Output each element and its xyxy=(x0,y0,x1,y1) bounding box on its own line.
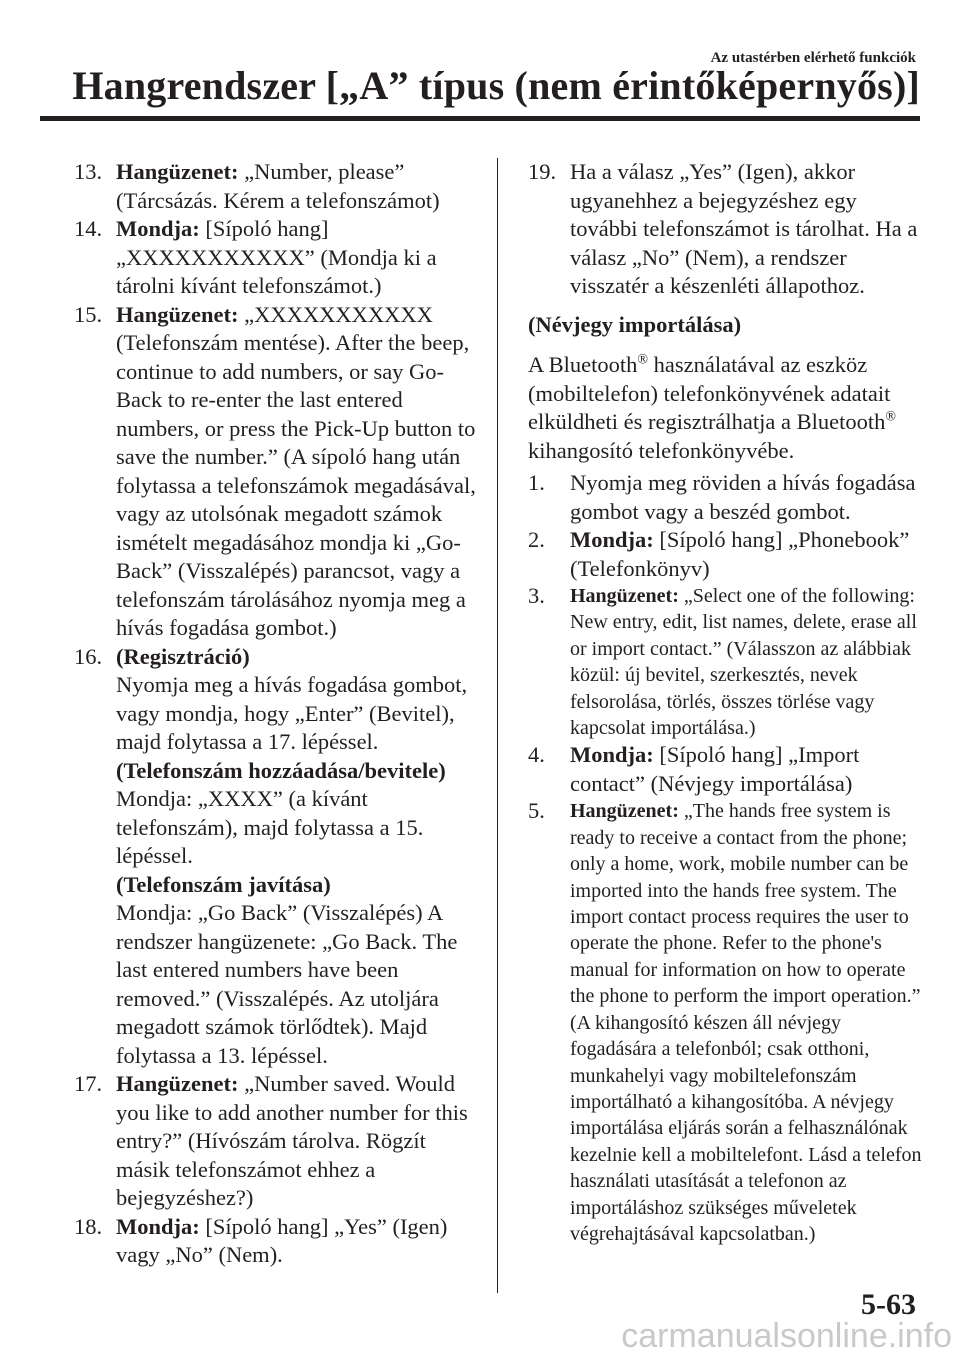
step-19 xyxy=(528,158,923,301)
right-column xyxy=(528,158,923,1247)
step-15 xyxy=(74,301,484,643)
column-divider xyxy=(497,158,498,1293)
page-number: 5-63 xyxy=(861,1288,916,1321)
step-number: 16. xyxy=(74,643,103,669)
step-text: Ha a válasz „Yes” (Igen), akkor ugyanehhez a bejegyzéshez egy további telefonszámot is tárolhat. Ha a válasz „No” (Nem), a rendszer visszatér a készenléti állapothoz. xyxy=(570,159,918,298)
import-step-4 xyxy=(528,741,923,798)
step-number: 13. xyxy=(74,159,103,184)
step-label: Mondja: xyxy=(116,1213,200,1239)
step-text: Mondja: „Go Back” (Visszalépés) A rendszer hangüzenete: „Go Back. The last entered numbers have been removed.” (Visszalépés. Az utoljára megadott számok törlődtek). Majd folytassa a 13. lépéssel. xyxy=(116,900,458,1068)
step-number: 19. xyxy=(528,159,557,184)
step-14 xyxy=(74,215,484,301)
step-text: „Number saved. Would you like to add another number for this entry?” (Hívószám tárolva. Rögzít másik telefonszámot ehhez a bejegyzéshez?) xyxy=(116,1071,468,1210)
step-label: Hangüzenet: xyxy=(570,585,679,607)
left-column xyxy=(74,158,484,1270)
step-text: „Select one of the following: New entry, edit, list names, delete, erase all or import contact.” (Válasszon az alábbiak közül: új bevitel, szerkesztés, nevek felsorolása, törlés, összes törlése vagy kapcsolat importálása.) xyxy=(570,585,917,740)
step-text: Nyomja meg röviden a hívás fogadása gombot vagy a beszéd gombot. xyxy=(570,470,916,524)
registered-mark: ® xyxy=(885,409,897,425)
registered-mark: ® xyxy=(637,352,649,368)
intro-text: kihangosító telefonkönyvébe. xyxy=(528,437,795,463)
step-16 xyxy=(74,643,484,1071)
intro-text: A Bluetooth xyxy=(528,352,638,377)
step-subheading: (Telefonszám hozzáadása/bevitele) xyxy=(116,757,446,783)
step-label: (Regisztráció) xyxy=(116,643,250,669)
step-17 xyxy=(74,1070,484,1213)
step-label: Mondja: xyxy=(570,742,654,768)
intro-text: használatával az eszköz (mobiltelefon) telefonkönyvének adatait elküldheti és regisztrálhatja a Bluetooth xyxy=(528,352,891,434)
step-text: Mondja: „XXXX” (a kívánt telefonszám), majd folytassa a 15. lépéssel. xyxy=(116,786,424,868)
step-number: 15. xyxy=(74,301,103,327)
step-text: [Sípoló hang] „Import contact” (Névjegy importálása) xyxy=(570,742,860,796)
watermark: carmanualsonline.info xyxy=(621,1317,952,1355)
step-number: 1. xyxy=(528,470,545,495)
step-number: 14. xyxy=(74,216,103,241)
step-number: 5. xyxy=(528,798,545,824)
step-number: 4. xyxy=(528,742,545,768)
step-text: „The hands free system is ready to receive a contact from the phone; only a home, work, mobile number can be imported into the hands free system. The import contact process requires the user to operate the phone. Refer to the phone's manual for information on how to operate the phone to perform the import operation.” (A kihangosító készen áll névjegy fogadására a telefonból; csak otthoni, munkahelyi vagy mobiltelefonszám importálható a kihangosítóba. A névjegy importálása eljárás során a felhasználónak kezelnie kell a mobiltelefont. Lásd a telefon használati utasítását a telefonon az importáláshoz szükséges műveletek végrehajtásával kapcsolatban.) xyxy=(570,800,922,1245)
import-step-3 xyxy=(528,583,923,741)
step-label: Hangüzenet: xyxy=(116,1071,239,1096)
step-text: [Sípoló hang] „Yes” (Igen) vagy „No” (Nem). xyxy=(116,1213,448,1267)
section-heading: (Névjegy importálása) xyxy=(528,311,742,337)
step-subheading: (Telefonszám javítása) xyxy=(116,871,331,897)
step-label: Hangüzenet: xyxy=(116,159,239,184)
step-number: 18. xyxy=(74,1213,103,1239)
step-number: 17. xyxy=(74,1071,103,1096)
step-text: [Sípoló hang] „XXXXXXXXXXX” (Mondja ki a tárolni kívánt telefonszámot.) xyxy=(116,216,437,298)
step-label: Hangüzenet: xyxy=(570,800,679,823)
import-step-5 xyxy=(528,798,923,1247)
step-18 xyxy=(74,1213,484,1270)
step-text: Nyomja meg a hívás fogadása gombot, vagy mondja, hogy „Enter” (Bevitel), majd folytassa a 17. lépéssel. xyxy=(116,672,468,754)
section-label: Az utastérben elérhető funkciók xyxy=(710,50,916,66)
import-step-2 xyxy=(528,526,923,583)
step-number: 3. xyxy=(528,583,545,608)
import-step-1 xyxy=(528,469,923,526)
step-label: Mondja: xyxy=(116,216,200,241)
step-13 xyxy=(74,158,484,215)
step-text: „Number, please” (Tárcsázás. Kérem a telefonszámot) xyxy=(116,159,440,213)
step-label: Hangüzenet: xyxy=(116,301,239,327)
page-title: Hangrendszer [„A” típus (nem érintőképernyős)] xyxy=(72,63,920,108)
step-number: 2. xyxy=(528,527,545,552)
intro-paragraph xyxy=(528,351,923,465)
step-label: Mondja: xyxy=(570,527,654,552)
title-rule xyxy=(40,116,920,121)
step-text: „XXXXXXXXXXX (Telefonszám mentése). After the beep, continue to add numbers, or say Go-Back to re-enter the last entered numbers, or press the Pick-Up button to save the number.” (A sípoló hang után folytassa a telefonszámok megadásával, vagy az utolsónak megadott számok ismételt megadásához mondja ki „Go-Back” (Visszalépés) parancsot, vagy a telefonszám tárolásához nyomja meg a hívás fogadása gombot.) xyxy=(116,301,476,640)
step-text: [Sípoló hang] „Phonebook” (Telefonkönyv) xyxy=(570,527,910,581)
